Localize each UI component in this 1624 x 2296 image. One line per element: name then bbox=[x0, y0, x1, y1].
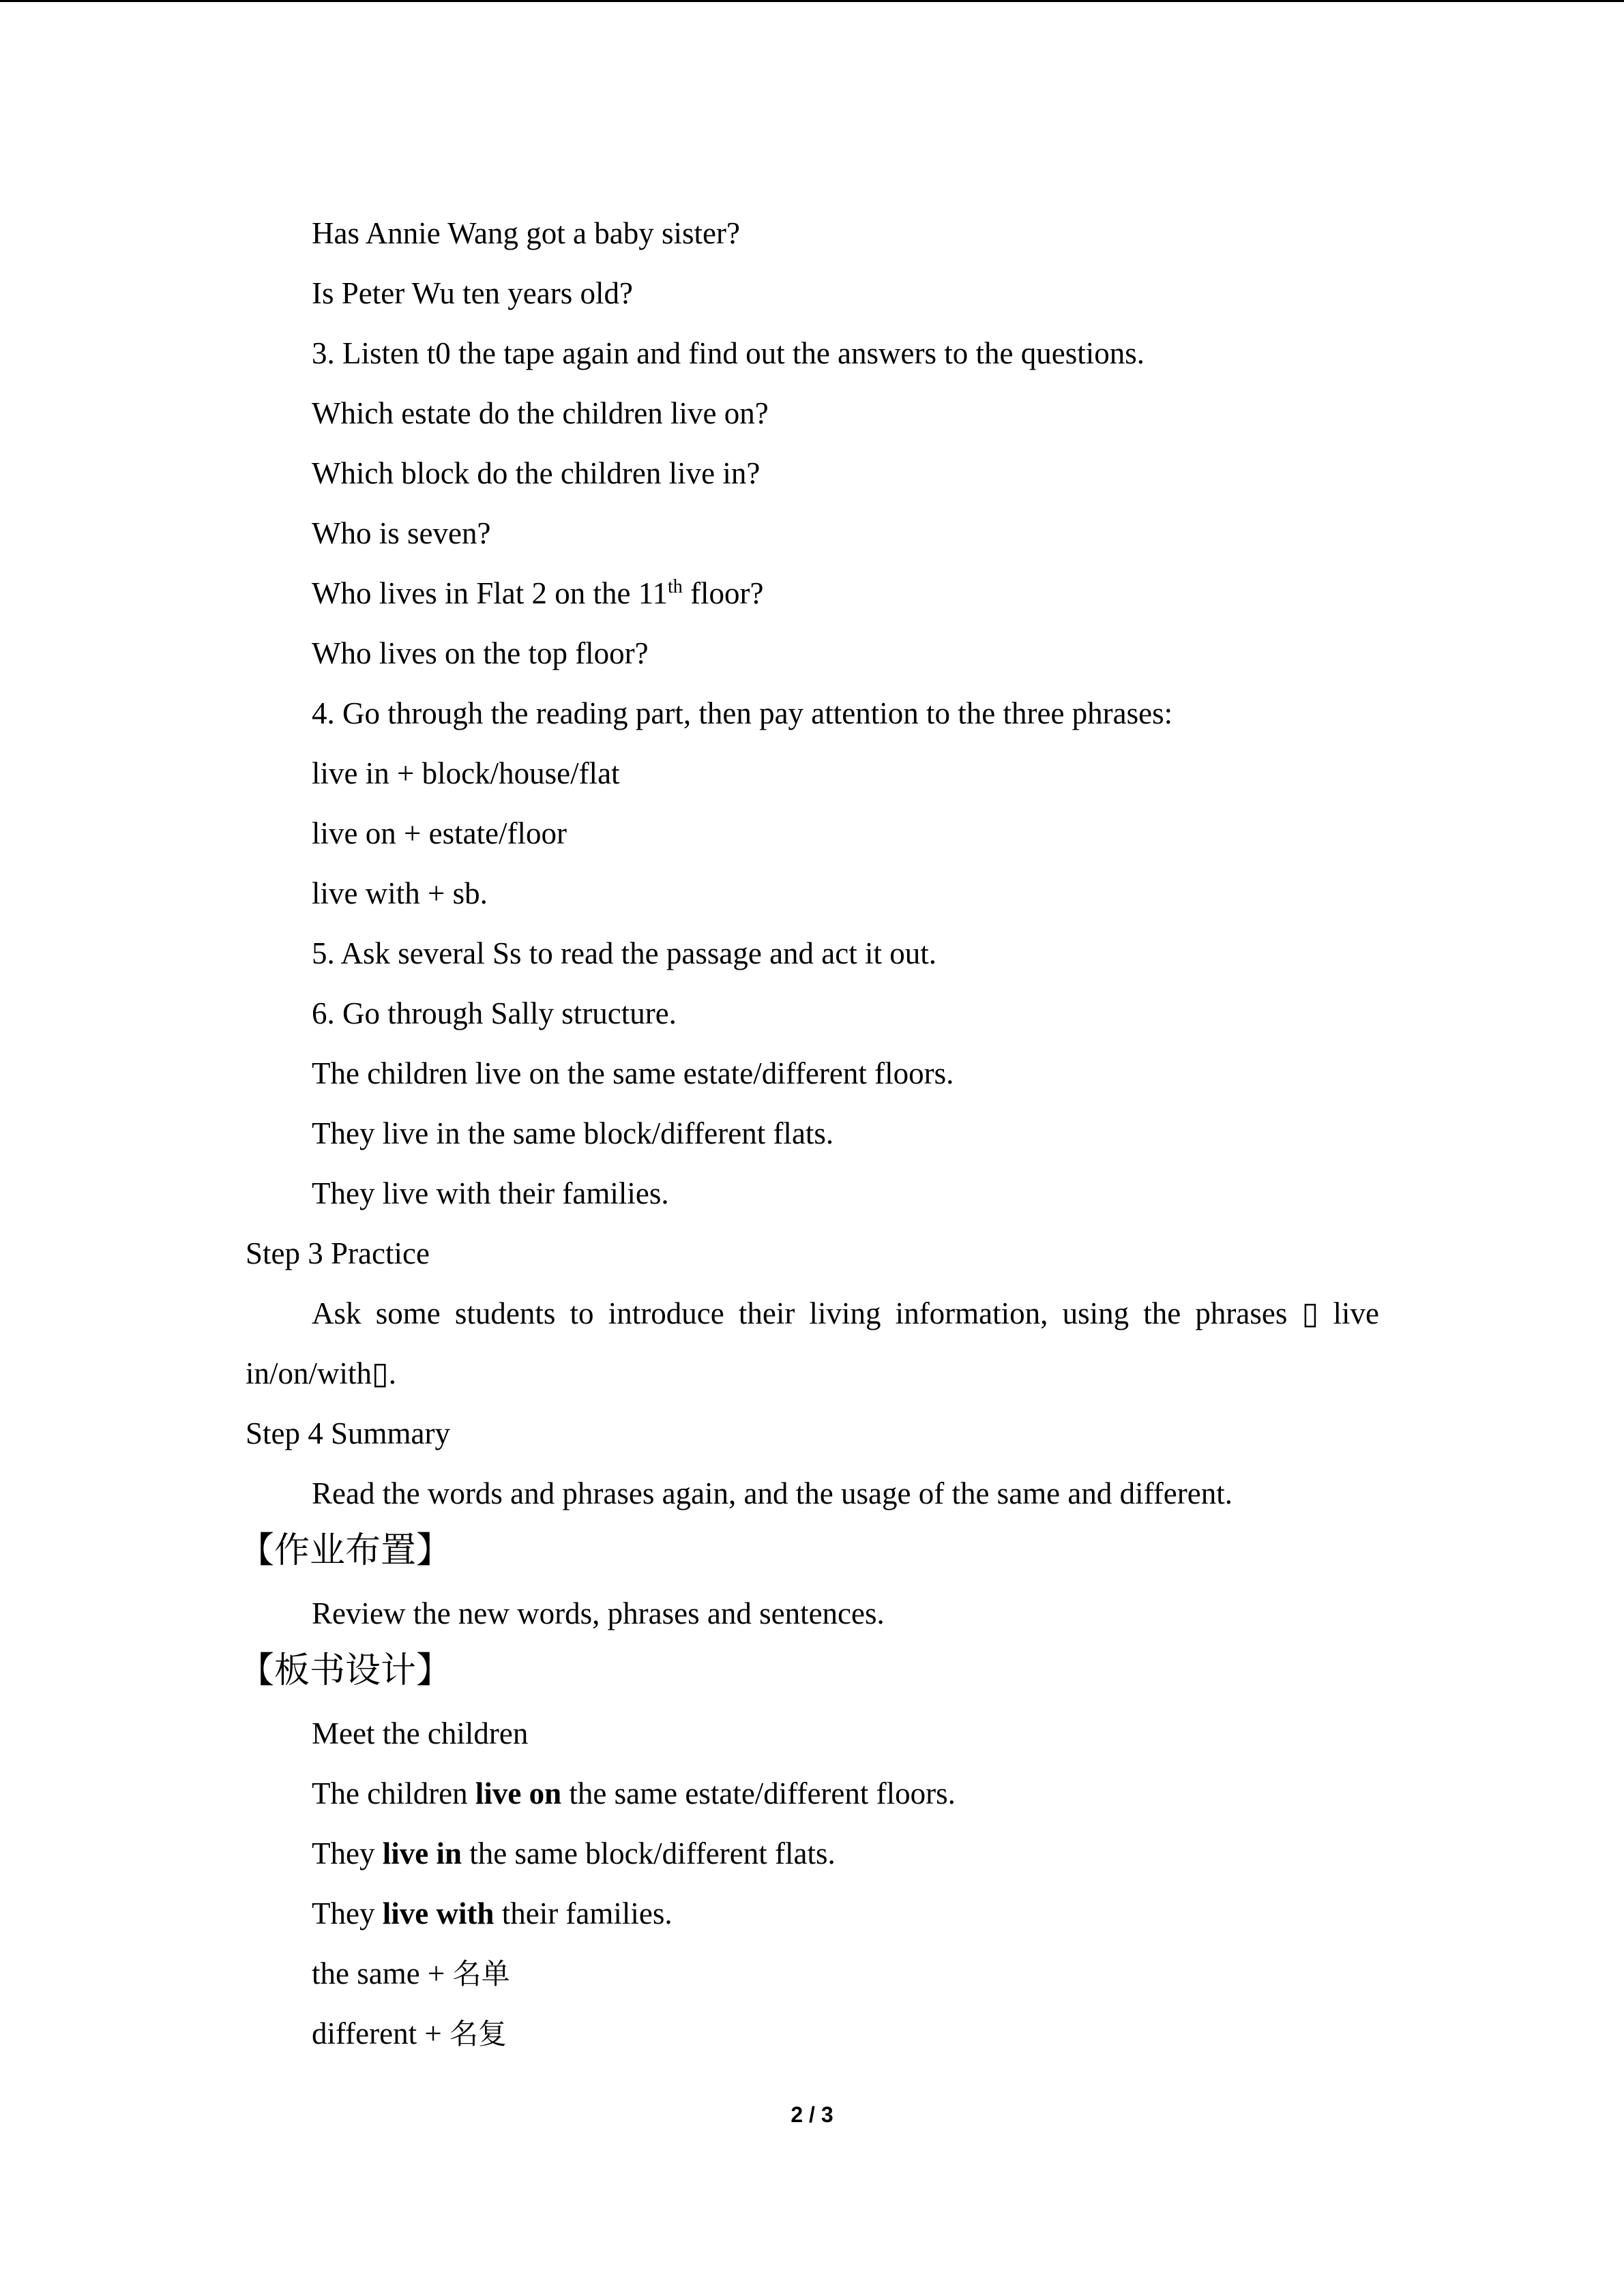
sentence-they-live-with: They live with their families. bbox=[312, 1176, 669, 1210]
step3-text-line2: in/on/with▯. bbox=[246, 1356, 397, 1390]
sentence-they-live-in: They live in the same block/different flats. bbox=[312, 1116, 834, 1150]
item-5: 5. Ask several Ss to read the passage and act it out. bbox=[312, 936, 937, 970]
question-block: Which block do the children live in? bbox=[312, 456, 761, 490]
board-same-rule: the same + 名单 bbox=[312, 1956, 510, 1991]
page-number: 2 / 3 bbox=[791, 2102, 833, 2127]
step4-title: Step 4 Summary bbox=[246, 1416, 450, 1450]
question-estate: Which estate do the children live on? bbox=[312, 396, 769, 430]
board-different-rule: different + 名复 bbox=[312, 2016, 507, 2051]
homework-heading: 【作业布置】 bbox=[239, 1530, 452, 1571]
sentence-children: The children live on the same estate/different floors. bbox=[312, 1056, 954, 1090]
question-seven: Who is seven? bbox=[312, 516, 491, 550]
phrase-live-on: live on + estate/floor bbox=[312, 816, 567, 850]
question-top-floor: Who lives on the top floor? bbox=[312, 636, 649, 670]
board-line-live-with: They live with their families. bbox=[312, 1896, 673, 1930]
board-heading: 【板书设计】 bbox=[239, 1650, 452, 1691]
board-line-live-in: They live in the same block/different flats. bbox=[312, 1836, 836, 1870]
item-4: 4. Go through the reading part, then pay attention to the three phrases: bbox=[312, 696, 1173, 730]
question-flat2: Who lives in Flat 2 on the 11th floor? bbox=[312, 576, 764, 610]
step3-text-line1: Ask some students to introduce their living information, using the phrases ▯ live bbox=[312, 1296, 1379, 1330]
item-6: 6. Go through Sally structure. bbox=[312, 996, 677, 1030]
phrase-live-with: live with + sb. bbox=[312, 876, 488, 910]
phrase-live-in: live in + block/house/flat bbox=[312, 756, 620, 790]
item-3: 3. Listen t0 the tape again and find out the answers to the questions. bbox=[312, 336, 1145, 370]
question-annie: Has Annie Wang got a baby sister? bbox=[312, 216, 740, 250]
board-title: Meet the children bbox=[312, 1716, 529, 1750]
step3-title: Step 3 Practice bbox=[246, 1236, 430, 1270]
question-peter: Is Peter Wu ten years old? bbox=[312, 276, 633, 310]
step4-text: Read the words and phrases again, and the usage of the same and different. bbox=[312, 1476, 1232, 1510]
homework-text: Review the new words, phrases and sentences. bbox=[312, 1596, 885, 1630]
board-line-live-on: The children live on the same estate/different floors. bbox=[312, 1776, 956, 1810]
